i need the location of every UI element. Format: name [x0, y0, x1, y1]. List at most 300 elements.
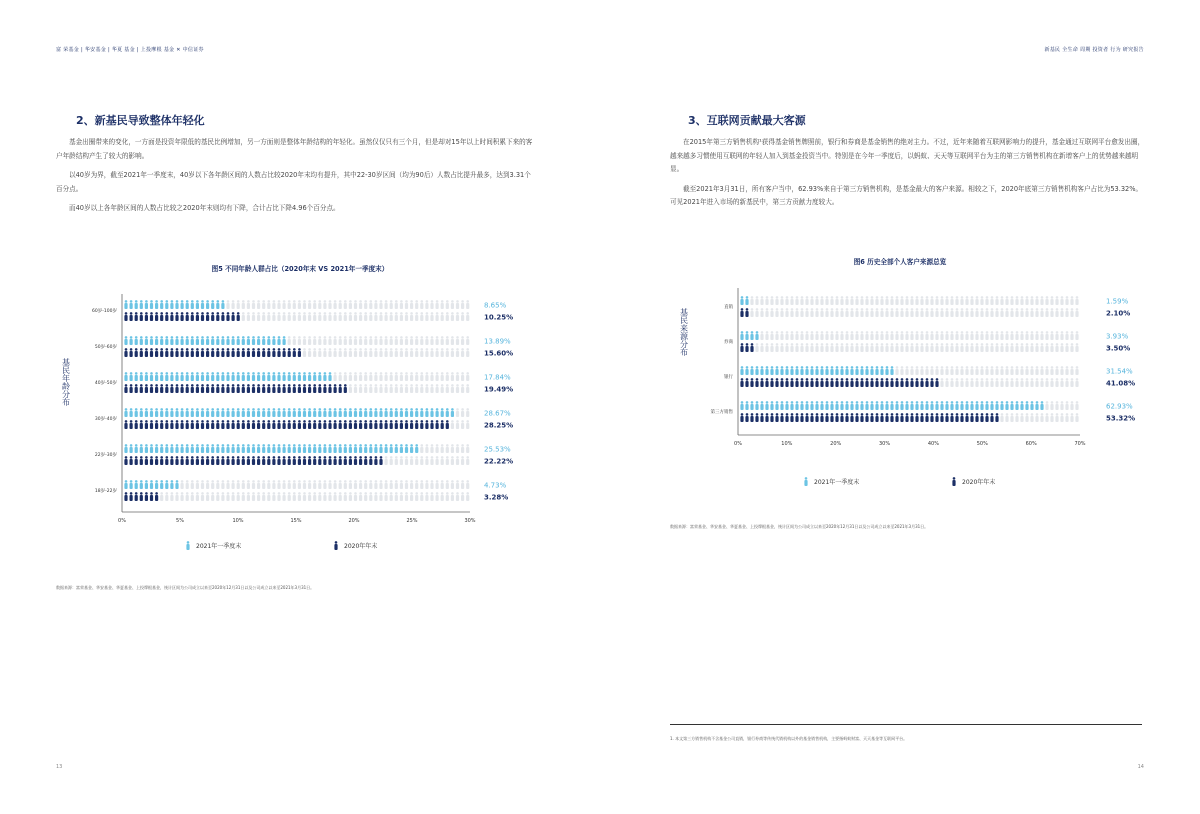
data-icon-filled: [145, 456, 148, 465]
data-icon-filled: [385, 408, 388, 417]
data-icon-filled: [170, 408, 173, 417]
data-icon-empty: [232, 492, 235, 501]
data-icon-empty: [860, 331, 863, 340]
data-icon-empty: [385, 372, 388, 381]
data-icon-filled: [323, 384, 326, 393]
data-icon-filled: [815, 413, 818, 422]
data-icon-empty: [1060, 343, 1063, 352]
data-icon-filled: [1015, 401, 1018, 410]
data-icon-filled: [740, 401, 743, 410]
data-icon-filled: [805, 366, 808, 375]
data-icon-empty: [201, 492, 204, 501]
value-label: 8.65%: [484, 301, 507, 310]
data-icon-filled: [175, 444, 178, 453]
data-icon-filled: [252, 384, 255, 393]
data-icon-empty: [379, 480, 382, 489]
data-icon-filled: [855, 401, 858, 410]
data-icon-empty: [800, 343, 803, 352]
data-icon-filled: [880, 413, 883, 422]
data-icon-empty: [328, 480, 331, 489]
data-icon-filled: [405, 420, 408, 429]
data-icon-empty: [430, 492, 433, 501]
data-icon-filled: [298, 372, 301, 381]
data-icon-empty: [990, 331, 993, 340]
data-icon-filled: [740, 331, 743, 340]
data-icon-filled: [760, 401, 763, 410]
data-icon-filled: [216, 456, 219, 465]
data-icon-filled: [935, 378, 938, 387]
data-icon-empty: [830, 296, 833, 305]
data-icon-filled: [885, 401, 888, 410]
data-icon-filled: [124, 492, 127, 501]
data-icon-filled: [805, 378, 808, 387]
data-icon-empty: [313, 312, 316, 321]
data-icon-filled: [170, 336, 173, 345]
data-icon-filled: [267, 336, 270, 345]
data-icon-empty: [364, 300, 367, 309]
data-icon-filled: [825, 413, 828, 422]
data-icon-empty: [252, 480, 255, 489]
data-icon-filled: [795, 378, 798, 387]
legend-person-icon: [334, 541, 337, 550]
data-icon-filled: [935, 413, 938, 422]
data-icon-empty: [935, 296, 938, 305]
data-icon-empty: [990, 378, 993, 387]
data-icon-empty: [1075, 331, 1078, 340]
data-icon-filled: [221, 420, 224, 429]
data-icon-filled: [252, 408, 255, 417]
data-icon-empty: [940, 378, 943, 387]
data-icon-filled: [303, 420, 306, 429]
data-icon-filled: [835, 366, 838, 375]
data-icon-filled: [900, 401, 903, 410]
data-icon-empty: [980, 308, 983, 317]
data-icon-filled: [186, 348, 189, 357]
data-icon-filled: [135, 444, 138, 453]
data-icon-empty: [303, 336, 306, 345]
data-icon-filled: [910, 413, 913, 422]
data-icon-empty: [466, 336, 469, 345]
data-icon-filled: [308, 456, 311, 465]
data-icon-empty: [441, 444, 444, 453]
data-icon-empty: [1070, 366, 1073, 375]
data-icon-empty: [965, 366, 968, 375]
data-icon-filled: [226, 444, 229, 453]
data-icon-empty: [865, 343, 868, 352]
data-icon-empty: [995, 366, 998, 375]
data-icon-empty: [385, 348, 388, 357]
data-icon-empty: [181, 492, 184, 501]
data-icon-filled: [328, 444, 331, 453]
data-icon-empty: [1055, 413, 1058, 422]
data-icon-filled: [277, 384, 280, 393]
data-icon-empty: [466, 348, 469, 357]
data-icon-filled: [303, 372, 306, 381]
data-icon-empty: [995, 308, 998, 317]
data-icon-empty: [323, 348, 326, 357]
data-icon-filled: [196, 444, 199, 453]
data-icon-filled: [855, 366, 858, 375]
data-icon-empty: [456, 492, 459, 501]
legend-person-icon: [804, 477, 807, 486]
data-icon-filled: [252, 444, 255, 453]
data-icon-empty: [870, 331, 873, 340]
data-icon-empty: [1015, 331, 1018, 340]
data-icon-filled: [130, 456, 133, 465]
footnote-divider: [670, 724, 1142, 725]
data-icon-filled: [267, 348, 270, 357]
data-icon-empty: [855, 331, 858, 340]
data-icon-empty: [415, 348, 418, 357]
data-icon-filled: [344, 384, 347, 393]
data-icon-filled: [242, 336, 245, 345]
data-icon-filled: [160, 300, 163, 309]
data-icon-filled: [745, 378, 748, 387]
data-icon-empty: [910, 331, 913, 340]
data-icon-empty: [354, 384, 357, 393]
data-icon-empty: [1025, 378, 1028, 387]
data-icon-filled: [165, 456, 168, 465]
data-icon-filled: [196, 372, 199, 381]
data-icon-empty: [950, 296, 953, 305]
data-icon-empty: [186, 492, 189, 501]
data-icon-filled: [124, 336, 127, 345]
data-icon-empty: [865, 296, 868, 305]
data-icon-filled: [740, 378, 743, 387]
data-icon-empty: [191, 480, 194, 489]
data-icon-filled: [740, 366, 743, 375]
data-icon-filled: [175, 300, 178, 309]
data-icon-filled: [870, 413, 873, 422]
data-icon-empty: [1070, 331, 1073, 340]
data-icon-empty: [400, 372, 403, 381]
data-icon-empty: [461, 456, 464, 465]
category-group: [95, 480, 508, 501]
data-icon-filled: [755, 401, 758, 410]
data-icon-filled: [247, 444, 250, 453]
data-icon-filled: [201, 420, 204, 429]
data-icon-filled: [262, 408, 265, 417]
data-icon-empty: [980, 378, 983, 387]
data-icon-filled: [328, 456, 331, 465]
data-icon-empty: [1055, 366, 1058, 375]
data-icon-empty: [247, 300, 250, 309]
category-label: 22岁-30岁: [94, 453, 117, 458]
data-icon-filled: [298, 420, 301, 429]
data-icon-empty: [1005, 343, 1008, 352]
data-icon-empty: [1005, 413, 1008, 422]
legend-item: [334, 541, 377, 550]
data-icon-empty: [430, 384, 433, 393]
data-icon-empty: [805, 331, 808, 340]
data-icon-filled: [140, 456, 143, 465]
data-icon-filled: [318, 384, 321, 393]
data-icon-filled: [150, 312, 153, 321]
data-icon-filled: [181, 336, 184, 345]
data-icon-filled: [354, 456, 357, 465]
data-icon-filled: [298, 384, 301, 393]
data-icon-empty: [390, 384, 393, 393]
data-icon-filled: [374, 456, 377, 465]
data-icon-empty: [785, 296, 788, 305]
data-icon-filled: [328, 372, 331, 381]
data-icon-empty: [1060, 401, 1063, 410]
data-icon-filled: [436, 420, 439, 429]
data-icon-empty: [820, 331, 823, 340]
data-icon-empty: [441, 300, 444, 309]
data-icon-empty: [1065, 343, 1068, 352]
data-icon-filled: [130, 492, 133, 501]
legend-person-icon: [186, 541, 189, 550]
data-icon-empty: [815, 308, 818, 317]
category-label: 银行: [724, 375, 733, 380]
data-icon-filled: [130, 312, 133, 321]
data-icon-filled: [785, 378, 788, 387]
data-icon-empty: [835, 343, 838, 352]
data-icon-empty: [975, 343, 978, 352]
data-icon-filled: [170, 348, 173, 357]
data-icon-empty: [1060, 413, 1063, 422]
data-icon-filled: [875, 378, 878, 387]
data-icon-empty: [374, 384, 377, 393]
data-icon-empty: [451, 384, 454, 393]
data-icon-filled: [308, 372, 311, 381]
data-icon-empty: [410, 456, 413, 465]
data-icon-filled: [247, 372, 250, 381]
data-icon-filled: [430, 420, 433, 429]
data-icon-filled: [145, 492, 148, 501]
data-icon-empty: [1075, 343, 1078, 352]
data-icon-filled: [339, 444, 342, 453]
data-icon-empty: [430, 336, 433, 345]
data-icon-empty: [318, 300, 321, 309]
data-icon-empty: [1020, 343, 1023, 352]
data-icon-empty: [985, 343, 988, 352]
data-icon-filled: [288, 408, 291, 417]
data-icon-filled: [810, 401, 813, 410]
data-icon-filled: [795, 401, 798, 410]
data-icon-empty: [410, 492, 413, 501]
legend-label: 2020年年末: [962, 479, 996, 486]
data-icon-empty: [211, 492, 214, 501]
data-icon-filled: [835, 378, 838, 387]
data-icon-empty: [990, 308, 993, 317]
data-icon-empty: [765, 343, 768, 352]
data-icon-empty: [415, 336, 418, 345]
data-icon-filled: [385, 444, 388, 453]
data-icon-empty: [1055, 378, 1058, 387]
data-icon-empty: [410, 300, 413, 309]
data-icon-filled: [216, 348, 219, 357]
data-icon-empty: [405, 300, 408, 309]
data-icon-empty: [1060, 378, 1063, 387]
data-icon-filled: [150, 480, 153, 489]
data-icon-empty: [915, 296, 918, 305]
legend-item: [804, 477, 859, 486]
data-icon-empty: [344, 312, 347, 321]
data-icon-filled: [206, 300, 209, 309]
data-icon-filled: [293, 456, 296, 465]
data-icon-filled: [277, 408, 280, 417]
data-icon-empty: [960, 366, 963, 375]
data-icon-filled: [785, 413, 788, 422]
data-icon-empty: [815, 331, 818, 340]
data-icon-empty: [800, 308, 803, 317]
data-icon-empty: [940, 366, 943, 375]
data-icon-filled: [374, 420, 377, 429]
data-icon-filled: [201, 444, 204, 453]
data-icon-filled: [800, 378, 803, 387]
data-icon-filled: [775, 413, 778, 422]
data-icon-filled: [890, 413, 893, 422]
data-icon-empty: [855, 308, 858, 317]
data-icon-empty: [425, 300, 428, 309]
data-icon-filled: [267, 384, 270, 393]
data-icon-empty: [890, 331, 893, 340]
data-icon-filled: [1030, 401, 1033, 410]
value-label: 1.59%: [1106, 297, 1129, 306]
data-icon-empty: [795, 343, 798, 352]
data-icon-empty: [925, 296, 928, 305]
data-icon-empty: [369, 312, 372, 321]
data-icon-empty: [344, 480, 347, 489]
data-icon-empty: [441, 456, 444, 465]
data-icon-filled: [277, 420, 280, 429]
data-icon-filled: [915, 378, 918, 387]
data-icon-empty: [425, 348, 428, 357]
data-icon-empty: [374, 372, 377, 381]
data-icon-filled: [232, 348, 235, 357]
data-icon-filled: [800, 401, 803, 410]
data-icon-filled: [318, 372, 321, 381]
data-icon-empty: [1040, 366, 1043, 375]
data-icon-empty: [1030, 378, 1033, 387]
data-icon-filled: [1035, 401, 1038, 410]
data-icon-empty: [181, 480, 184, 489]
data-icon-filled: [252, 336, 255, 345]
data-icon-filled: [175, 312, 178, 321]
data-icon-filled: [441, 420, 444, 429]
data-icon-filled: [160, 480, 163, 489]
data-icon-filled: [845, 413, 848, 422]
data-icon-filled: [885, 366, 888, 375]
data-icon-empty: [420, 336, 423, 345]
data-icon-filled: [850, 413, 853, 422]
data-icon-filled: [293, 348, 296, 357]
data-icon-empty: [395, 348, 398, 357]
data-icon-filled: [930, 401, 933, 410]
data-icon-filled: [920, 401, 923, 410]
data-icon-empty: [1045, 308, 1048, 317]
data-icon-empty: [900, 331, 903, 340]
data-icon-filled: [1020, 401, 1023, 410]
data-icon-filled: [257, 420, 260, 429]
data-icon-empty: [845, 308, 848, 317]
right-paragraph-1: 在2015年第三方销售机构¹获得基金销售牌照前，银行和券商是基金销售的绝对主力。不过，近年来随着互联网影响力的提升，基金通过互联网平台愈发出圈，越来越多习惯使用互联网的年轻人加入到基金投资当中。特别是在今年一季度后，以蚂蚁、天天等互联网平台为主的第三方销售机构在新增客户上的优势越来越明显。: [670, 138, 1145, 174]
data-icon-filled: [825, 401, 828, 410]
data-icon-empty: [288, 480, 291, 489]
data-icon-filled: [354, 408, 357, 417]
data-icon-filled: [135, 348, 138, 357]
data-icon-empty: [425, 312, 428, 321]
data-icon-filled: [780, 401, 783, 410]
data-icon-filled: [226, 420, 229, 429]
data-icon-empty: [1005, 308, 1008, 317]
value-label: 10.25%: [484, 313, 514, 322]
data-icon-empty: [1020, 308, 1023, 317]
data-icon-empty: [430, 348, 433, 357]
data-icon-empty: [915, 308, 918, 317]
data-icon-empty: [374, 312, 377, 321]
data-icon-empty: [349, 480, 352, 489]
data-icon-empty: [1000, 378, 1003, 387]
data-icon-empty: [395, 336, 398, 345]
data-icon-empty: [436, 348, 439, 357]
data-icon-filled: [272, 456, 275, 465]
data-icon-filled: [770, 366, 773, 375]
data-icon-empty: [835, 296, 838, 305]
data-icon-empty: [815, 343, 818, 352]
data-icon-filled: [221, 372, 224, 381]
data-icon-empty: [1045, 378, 1048, 387]
data-icon-filled: [170, 312, 173, 321]
data-icon-filled: [288, 444, 291, 453]
data-icon-empty: [915, 366, 918, 375]
data-icon-empty: [369, 300, 372, 309]
data-icon-filled: [369, 444, 372, 453]
data-icon-filled: [130, 408, 133, 417]
data-icon-filled: [930, 378, 933, 387]
data-icon-filled: [155, 336, 158, 345]
data-icon-empty: [461, 312, 464, 321]
data-icon-empty: [1060, 331, 1063, 340]
data-icon-empty: [1035, 366, 1038, 375]
data-icon-filled: [780, 378, 783, 387]
data-icon-empty: [775, 308, 778, 317]
data-icon-filled: [145, 480, 148, 489]
data-icon-empty: [313, 300, 316, 309]
data-icon-filled: [880, 366, 883, 375]
data-icon-filled: [835, 401, 838, 410]
data-icon-filled: [206, 372, 209, 381]
data-icon-empty: [242, 492, 245, 501]
data-icon-filled: [150, 372, 153, 381]
data-icon-empty: [1000, 413, 1003, 422]
data-icon-empty: [405, 480, 408, 489]
data-icon-empty: [461, 372, 464, 381]
data-icon-empty: [990, 366, 993, 375]
data-icon-empty: [430, 312, 433, 321]
data-icon-empty: [451, 348, 454, 357]
data-icon-filled: [155, 456, 158, 465]
data-icon-filled: [262, 456, 265, 465]
data-icon-empty: [750, 308, 753, 317]
data-icon-filled: [201, 384, 204, 393]
data-icon-filled: [186, 456, 189, 465]
data-icon-empty: [940, 343, 943, 352]
data-icon-filled: [221, 336, 224, 345]
legend-label: 2021年一季度末: [814, 479, 860, 486]
data-icon-filled: [165, 300, 168, 309]
data-icon-empty: [436, 384, 439, 393]
data-icon-empty: [349, 348, 352, 357]
data-icon-empty: [1065, 366, 1068, 375]
data-icon-filled: [135, 372, 138, 381]
data-icon-empty: [415, 300, 418, 309]
data-icon-filled: [155, 372, 158, 381]
legend-item: [952, 477, 995, 486]
data-icon-empty: [405, 336, 408, 345]
